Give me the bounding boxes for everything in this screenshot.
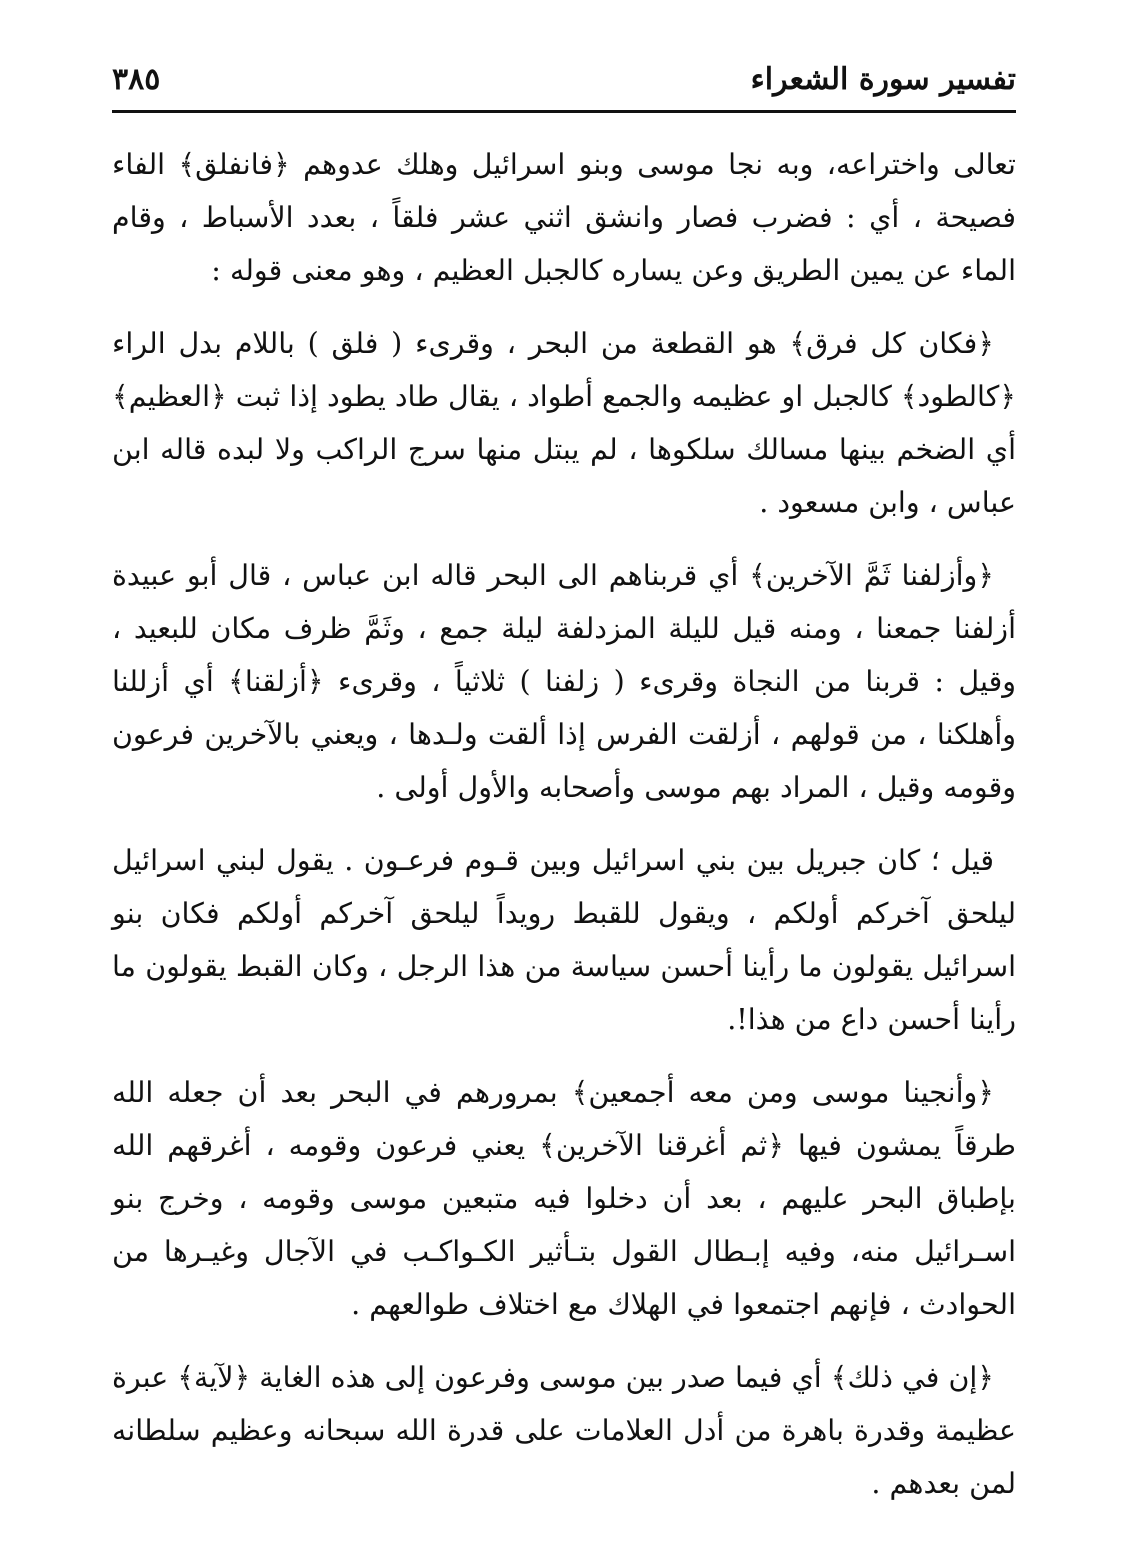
header-divider [112, 110, 1016, 113]
running-title: تفسير سورة الشعراء [750, 62, 1016, 97]
page-number: ٣٨٥ [112, 62, 161, 97]
paragraph-text: ﴿وأنجينا موسى ومن معه أجمعين﴾ بمرورهم في البحر بعد أن جعله الله طرقاً يمشون فيها ﴿ثم أغرقنا الآخرين﴾ يعني فرعون وقومه ، أغرقهم الله بإطباق البحر عليهم ، بعد أن دخلوا فيه متبعين موسى وقومه ، وخرج بنو اسـرائيل منه، وفيه إبـطال القول بتـأثير الكـواكـب في الآجال وغيـرها من الحوادث ، فإنهم اجتمعوا في الهلاك مع اختلاف طوالعهم . [112, 1076, 1016, 1321]
paragraph-2 [112, 317, 1016, 529]
paragraph-5 [112, 1066, 1016, 1331]
paragraph-text: ﴿فكان كل فرق﴾ هو القطعة من البحر ، وقرىء ( فلق ) باللام بدل الراء ﴿كالطود﴾ كالجبل او عظيمه والجمع أطواد ، يقال طاد يطود إذا ثبت ﴿العظيم﴾ أي الضخم بينها مسالك سلكوها ، لم يبتل منها سرج الراكب ولا لبده قاله ابن عباس ، وابن مسعود . [112, 327, 1016, 519]
paragraph-6 [112, 1351, 1016, 1510]
paragraph-text: قيل ؛ كان جبريل بين بني اسرائيل وبين قـوم فرعـون . يقول لبني اسرائيل ليلحق آخركم أولكم ، ويقول للقبط رويداً ليلحق آخركم أولكم فكان بنو اسرائيل يقولون ما رأينا أحسن سياسة من هذا الرجل ، وكان القبط يقولون ما رأينا أحسن داع من هذا!. [112, 844, 1016, 1036]
paragraph-3 [112, 549, 1016, 814]
paragraph-text: ﴿إن في ذلك﴾ أي فيما صدر بين موسى وفرعون إلى هذه الغاية ﴿لآية﴾ عبرة عظيمة وقدرة باهرة من أدل العلامات على قدرة الله سبحانه وعظيم سلطانه لمن بعدهم . [112, 1361, 1016, 1500]
paragraph-1 [112, 138, 1016, 297]
paragraph-text: تعالى واختراعه، وبه نجا موسى وبنو اسرائيل وهلك عدوهم ﴿فانفلق﴾ الفاء فصيحة ، أي : فضرب فصار وانشق اثني عشر فلقاً ، بعدد الأسباط ، وقام الماء عن يمين الطريق وعن يساره كالجبل العظيم ، وهو معنى قوله : [112, 148, 1016, 287]
paragraph-4 [112, 834, 1016, 1046]
page-header [112, 62, 1016, 106]
paragraph-text: ﴿وأزلفنا ثَمَّ الآخرين﴾ أي قربناهم الى البحر قاله ابن عباس ، قال أبو عبيدة أزلفنا جمعنا ، ومنه قيل لليلة المزدلفة ليلة جمع ، وثَمَّ ظرف مكان للبعيد ، وقيل : قربنا من النجاة وقرىء ( زلفنا ) ثلاثياً ، وقرىء ﴿أزلقنا﴾ أي أزللنا وأهلكنا ، من قولهم ، أزلقت الفرس إذا ألقت ولـدها ، ويعني بالآخرين فرعون وقومه وقيل ، المراد بهم موسى وأصحابه والأول أولى . [112, 559, 1016, 804]
page-body [112, 138, 1016, 1528]
